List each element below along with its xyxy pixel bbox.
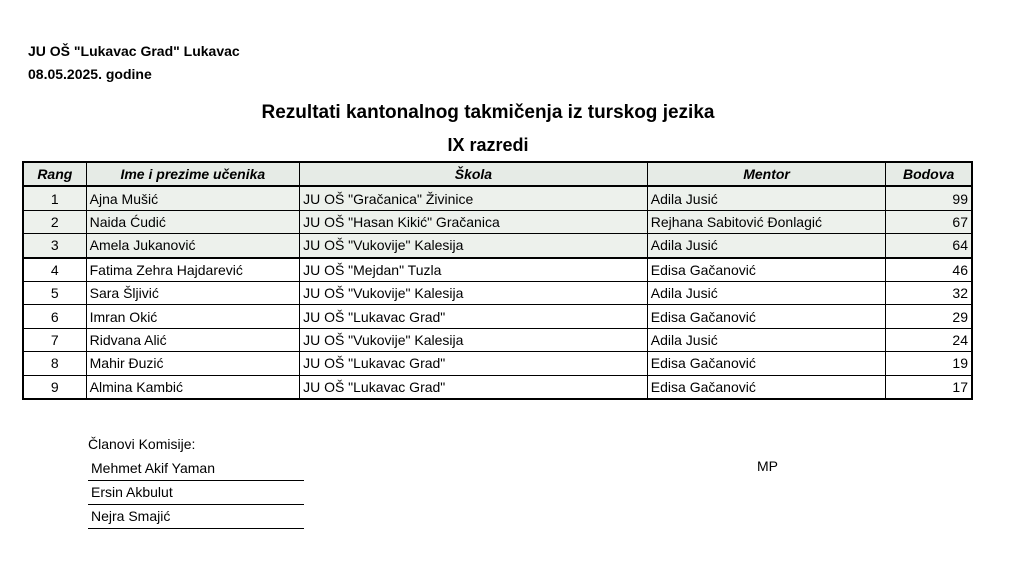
school-name: JU OŠ "Lukavac Grad" Lukavac: [28, 43, 240, 59]
name-cell: Fatima Zehra Hajdarević: [86, 258, 299, 282]
name-cell: Almina Kambić: [86, 375, 299, 399]
committee-member: Mehmet Akif Yaman: [88, 457, 304, 481]
committee-label: Članovi Komisije:: [88, 436, 196, 452]
table-row: [23, 305, 972, 328]
rank-cell: 2: [23, 210, 86, 233]
school-cell: JU OŠ "Lukavac Grad": [300, 352, 648, 375]
document-date: 08.05.2025. godine: [28, 66, 152, 82]
rank-cell: 6: [23, 305, 86, 328]
rank-cell: 7: [23, 328, 86, 351]
column-header-points: Bodova: [886, 162, 972, 186]
points-cell: 17: [886, 375, 972, 399]
column-header-name: Ime i prezime učenika: [86, 162, 299, 186]
name-cell: Ajna Mušić: [86, 186, 299, 210]
mentor-cell: Edisa Gačanović: [647, 258, 886, 282]
table-header-row: [23, 162, 972, 186]
committee-section: [88, 433, 304, 529]
school-cell: JU OŠ "Lukavac Grad": [300, 375, 648, 399]
rank-cell: 1: [23, 186, 86, 210]
points-cell: 19: [886, 352, 972, 375]
school-cell: JU OŠ "Vukovije" Kalesija: [300, 328, 648, 351]
school-cell: JU OŠ "Vukovije" Kalesija: [300, 234, 648, 258]
mentor-cell: Rejhana Sabitović Đonlagić: [647, 210, 886, 233]
points-cell: 24: [886, 328, 972, 351]
points-cell: 29: [886, 305, 972, 328]
school-cell: JU OŠ "Lukavac Grad": [300, 305, 648, 328]
document-subtitle: IX razredi: [447, 135, 529, 155]
rank-cell: 3: [23, 234, 86, 258]
column-header-mentor: Mentor: [647, 162, 886, 186]
rank-cell: 5: [23, 281, 86, 304]
mentor-cell: Adila Jusić: [647, 281, 886, 304]
school-cell: JU OŠ "Hasan Kikić" Gračanica: [300, 210, 648, 233]
mentor-cell: Edisa Gačanović: [647, 305, 886, 328]
table-row: [23, 210, 972, 233]
mentor-cell: Adila Jusić: [647, 186, 886, 210]
name-cell: Imran Okić: [86, 305, 299, 328]
mentor-cell: Adila Jusić: [647, 328, 886, 351]
mentor-cell: Edisa Gačanović: [647, 352, 886, 375]
results-table: [22, 161, 973, 400]
school-header: [28, 40, 240, 86]
column-header-school: Škola: [300, 162, 648, 186]
table-row: [23, 328, 972, 351]
name-cell: Sara Šljivić: [86, 281, 299, 304]
document-title: Rezultati kantonalnog takmičenja iz turskog jezika: [261, 102, 715, 123]
school-cell: JU OŠ "Gračanica" Živinice: [300, 186, 648, 210]
name-cell: Ridvana Alić: [86, 328, 299, 351]
school-cell: JU OŠ "Mejdan" Tuzla: [300, 258, 648, 282]
points-cell: 99: [886, 186, 972, 210]
committee-member: Ersin Akbulut: [88, 481, 304, 505]
rank-cell: 8: [23, 352, 86, 375]
mentor-cell: Edisa Gačanović: [647, 375, 886, 399]
name-cell: Amela Jukanović: [86, 234, 299, 258]
rank-cell: 9: [23, 375, 86, 399]
mentor-cell: Adila Jusić: [647, 234, 886, 258]
stamp-label: MP: [757, 458, 778, 474]
committee-member: Nejra Smajić: [88, 505, 304, 529]
name-cell: Mahir Đuzić: [86, 352, 299, 375]
table-row: [23, 234, 972, 258]
column-header-rang: Rang: [23, 162, 86, 186]
table-row: [23, 352, 972, 375]
table-row: [23, 375, 972, 399]
name-cell: Naida Ćudić: [86, 210, 299, 233]
rank-cell: 4: [23, 258, 86, 282]
table-row: [23, 258, 972, 282]
points-cell: 32: [886, 281, 972, 304]
table-row: [23, 281, 972, 304]
points-cell: 64: [886, 234, 972, 258]
points-cell: 67: [886, 210, 972, 233]
table-row: [23, 186, 972, 210]
points-cell: 46: [886, 258, 972, 282]
school-cell: JU OŠ "Vukovije" Kalesija: [300, 281, 648, 304]
